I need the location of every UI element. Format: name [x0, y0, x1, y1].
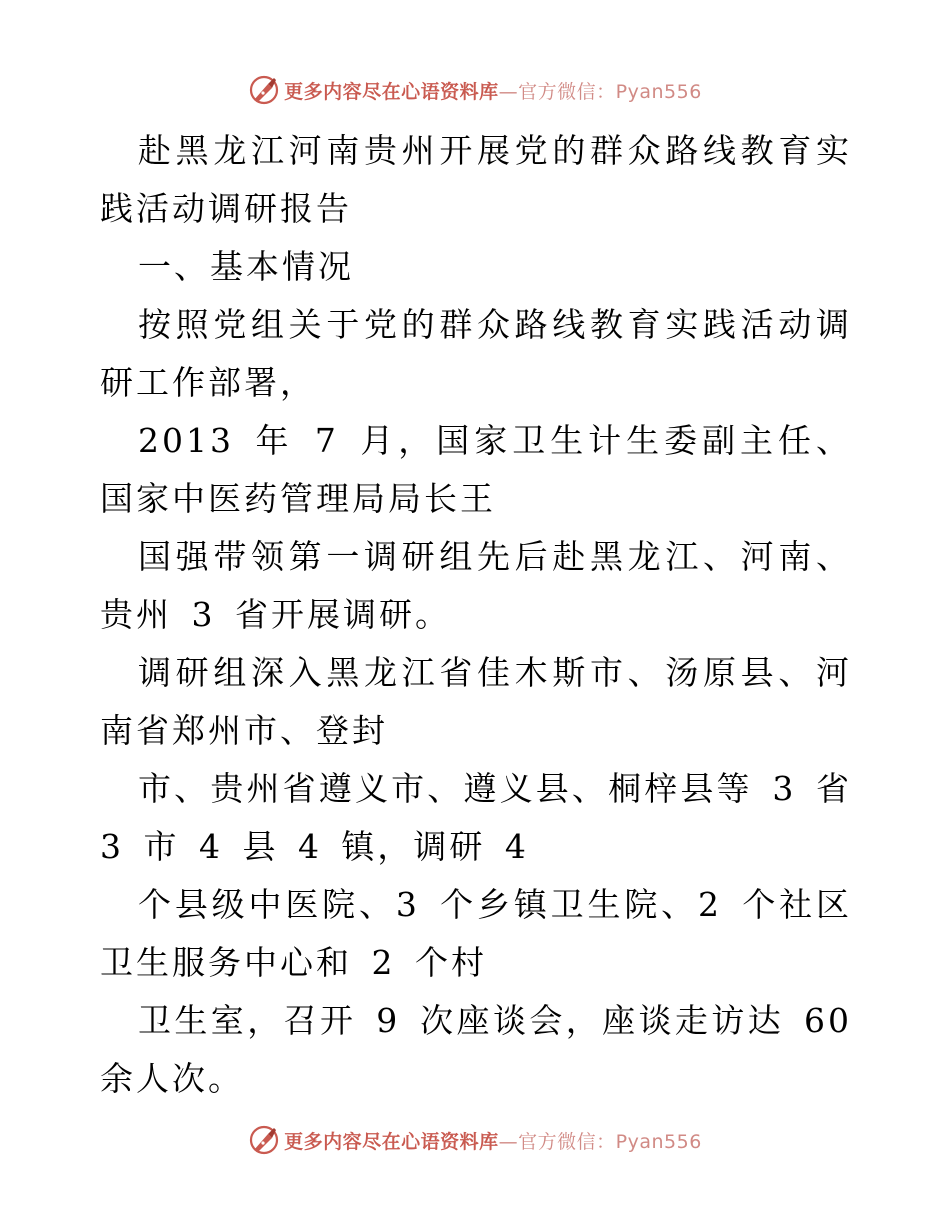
- pen-nib-circle-icon: [248, 74, 280, 106]
- paragraph: 调研组深入黑龙江省佳木斯市、汤原县、河南省郑州市、登封: [100, 653, 852, 750]
- paragraph: 国强带领第一调研组先后赴黑龙江、河南、贵州 3 省开展调研。: [100, 537, 852, 634]
- document-title: 赴黑龙江河南贵州开展党的群众路线教育实践活动调研报告: [100, 131, 852, 228]
- pen-nib-circle-icon: [248, 1124, 280, 1156]
- watermark-banner-top: [0, 70, 950, 110]
- paragraph: 按照党组关于党的群众路线教育实践活动调研工作部署，: [100, 305, 852, 402]
- paragraph: 2013 年 7 月，国家卫生计生委副主任、国家中医药管理局局长王: [100, 421, 852, 518]
- watermark-tail-text: —官方微信：Pyan556: [498, 80, 702, 103]
- watermark-text: [284, 77, 702, 104]
- paragraph: 市、贵州省遵义市、遵义县、桐梓县等 3 省 3 市 4 县 4 镇，调研 4: [100, 769, 852, 866]
- watermark-text: [284, 1127, 702, 1154]
- watermark-banner-bottom: [0, 1120, 950, 1160]
- watermark-lead-text: 更多内容尽在心语资料库: [284, 80, 499, 103]
- watermark-lead-text: 更多内容尽在心语资料库: [284, 1130, 499, 1153]
- section-heading: 一、基本情况: [138, 247, 354, 286]
- watermark-tail-text: —官方微信：Pyan556: [498, 1130, 702, 1153]
- paragraph: 个县级中医院、3 个乡镇卫生院、2 个社区卫生服务中心和 2 个村: [100, 885, 852, 982]
- paragraph: 卫生室，召开 9 次座谈会，座谈走访达 60 余人次。: [100, 1001, 852, 1098]
- document-body: [100, 122, 852, 1108]
